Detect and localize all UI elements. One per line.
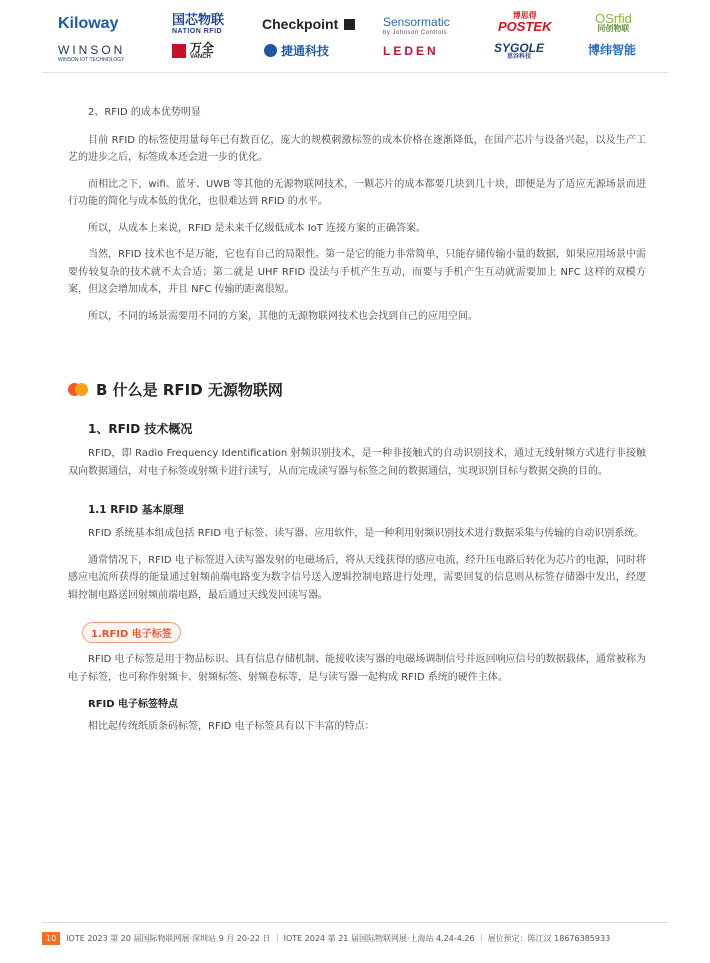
heading-rfid-principle: 1.1 RFID 基本原理 bbox=[88, 504, 184, 516]
paragraph: 目前 RFID 的标签使用量每年已有数百亿，庞大的规模刺激标签的成本价格在逐渐降低，在国产芯片与设备兴起，以及生产工艺的进步之后，标签成本还会进一步的优化。 bbox=[68, 134, 646, 163]
heading-rfid-overview: 1、RFID 技术概况 bbox=[88, 422, 193, 436]
checkpoint-mark-icon bbox=[344, 19, 355, 30]
logo-sygole bbox=[494, 42, 544, 60]
paragraph: RFID 系统基本组成包括 RFID 电子标签、读写器、应用软件，是一种利用射频识别技术进行数据采集与传输的自动识别系统。 bbox=[88, 528, 645, 539]
logo-sygole-cn: 思谷科技 bbox=[507, 54, 532, 60]
paragraph: 相比起传统纸质条码标签，RFID 电子标签具有以下丰富的特点： bbox=[88, 721, 375, 732]
logo-winson bbox=[58, 44, 125, 63]
logo-nation-rfid bbox=[172, 13, 224, 35]
logo-sygole-en: SYGOLE bbox=[494, 41, 545, 55]
logo-postek-en: POSTEK bbox=[498, 19, 552, 34]
logo-winson-sub: WINSON IOT TECHNOLOGY bbox=[58, 57, 125, 63]
body-top bbox=[68, 96, 646, 334]
logo-jietong-text: 捷通科技 bbox=[281, 43, 330, 58]
logo-leden: LEDEN bbox=[383, 44, 439, 58]
logo-nation-rfid-cn: 国芯物联 bbox=[172, 12, 225, 27]
jietong-mark-icon bbox=[264, 44, 277, 57]
bullet-dot-icon bbox=[75, 383, 88, 396]
logo-jietong bbox=[264, 44, 329, 57]
logo-postek-cn: 博思得 bbox=[512, 11, 537, 20]
logo-bowei: 博纬智能 bbox=[588, 43, 637, 57]
footer-text: IOTE 2023 第 20 届国际物联网展·深圳站 9 月 20-22 日 ｜ IOTE 2024 第 21 届国际物联网展·上海站 4.24-4.26 ｜ 展位预定：陈江汉 18676385933 bbox=[66, 934, 611, 943]
paragraph: 当然，RFID 技术也不是万能，它也有自己的局限性。第一是它的能力非常简单，只能存储传输小量的数据，如果应用场景中需要传较复杂的技术就不太合适；第二就是 UHF RFID 没法与手机产生互动，而要与手机产生互动就需要加上 NFC 这样的双模方案，但这会增加成本，并且 NFC 传输的距离很短。 bbox=[68, 249, 646, 295]
paragraph: 所以，从成本上来说，RFID 是未来千亿级低成本 IoT 连接方案的正确答案。 bbox=[88, 222, 427, 234]
logo-nation-rfid-en: NATION RFID bbox=[172, 28, 223, 35]
heading-tag-features: RFID 电子标签特点 bbox=[88, 699, 179, 710]
logo-winson-text: WINSON bbox=[58, 43, 126, 57]
footer-divider bbox=[42, 922, 668, 923]
logo-vanch-cn: 万全 bbox=[190, 41, 215, 55]
logo-osrfid bbox=[595, 12, 632, 33]
logo-osrfid-en: OSrfid bbox=[595, 11, 632, 26]
logo-kiloway: Kiloway bbox=[58, 15, 119, 32]
logo-sensormatic-text: Sensormatic bbox=[383, 15, 450, 29]
paragraph: 所以，不同的场景需要用不同的方案，其他的无源物联网技术也会找到自己的应用空间。 bbox=[88, 310, 478, 322]
logo-sensormatic-sub: by Johnson Controls bbox=[383, 30, 448, 36]
section-b-body bbox=[68, 420, 646, 745]
logo-sensormatic bbox=[383, 16, 450, 36]
header-divider bbox=[42, 72, 668, 73]
paragraph: 通常情况下，RFID 电子标签进入读写器发射的电磁场后，将从天线获得的感应电流，经升压电路后转化为芯片的电源，同时将感应电流所获得的能量通过射频前端电路变为数字信号送入逻辑控制电路进行处理，需要回复的信息则从标签存储器中发出，经逻辑控制电路送回射频前端电路，最后通过天线发回读写器。 bbox=[68, 554, 646, 601]
sub-heading-cost: 2、RFID 的成本优势明显 bbox=[88, 107, 201, 118]
section-b-heading bbox=[68, 379, 283, 400]
section-b-title: B 什么是 RFID 无源物联网 bbox=[96, 381, 283, 399]
logo-vanch-en: VANCH bbox=[190, 54, 211, 60]
page-number: 10 bbox=[42, 932, 60, 945]
logo-checkpoint-text: Checkpoint bbox=[262, 16, 339, 32]
paragraph: 而相比之下，wifi、蓝牙、UWB 等其他的无源物联网技术，一颗芯片的成本都要几块到几十块，即便是为了适应无源场景而进行功能的简化与成本低的优化，也很难达到 RFID 的水平。 bbox=[68, 178, 646, 207]
logo-postek bbox=[498, 12, 551, 33]
page-footer bbox=[42, 932, 610, 945]
sponsor-logos bbox=[0, 0, 710, 72]
paragraph: RFID 电子标签是用于物品标识、具有信息存储机制、能接收读写器的电磁场调制信号并返回响应信号的数据载体，通常被称为电子标签，也可称作射频卡、射频标签、射频卷标等，是与读写器一起构成 RFID 系统的硬件主体。 bbox=[68, 654, 646, 683]
logo-osrfid-cn: 同创物联 bbox=[597, 24, 630, 33]
logo-checkpoint bbox=[262, 17, 355, 31]
vanch-mark-icon bbox=[172, 44, 186, 58]
logo-vanch bbox=[172, 42, 214, 60]
pill-wrapper bbox=[68, 622, 646, 643]
tag-heading-pill: 1.RFID 电子标签 bbox=[82, 622, 181, 643]
paragraph: RFID，即 Radio Frequency Identification 射频识别技术，是一种非接触式的自动识别技术，通过无线射频方式进行非接触双向数据通信，对电子标签或射频卡进行读写，从而完成读写器与标签之间的数据通信，实现识别目标与数据交换的目的。 bbox=[68, 448, 646, 477]
